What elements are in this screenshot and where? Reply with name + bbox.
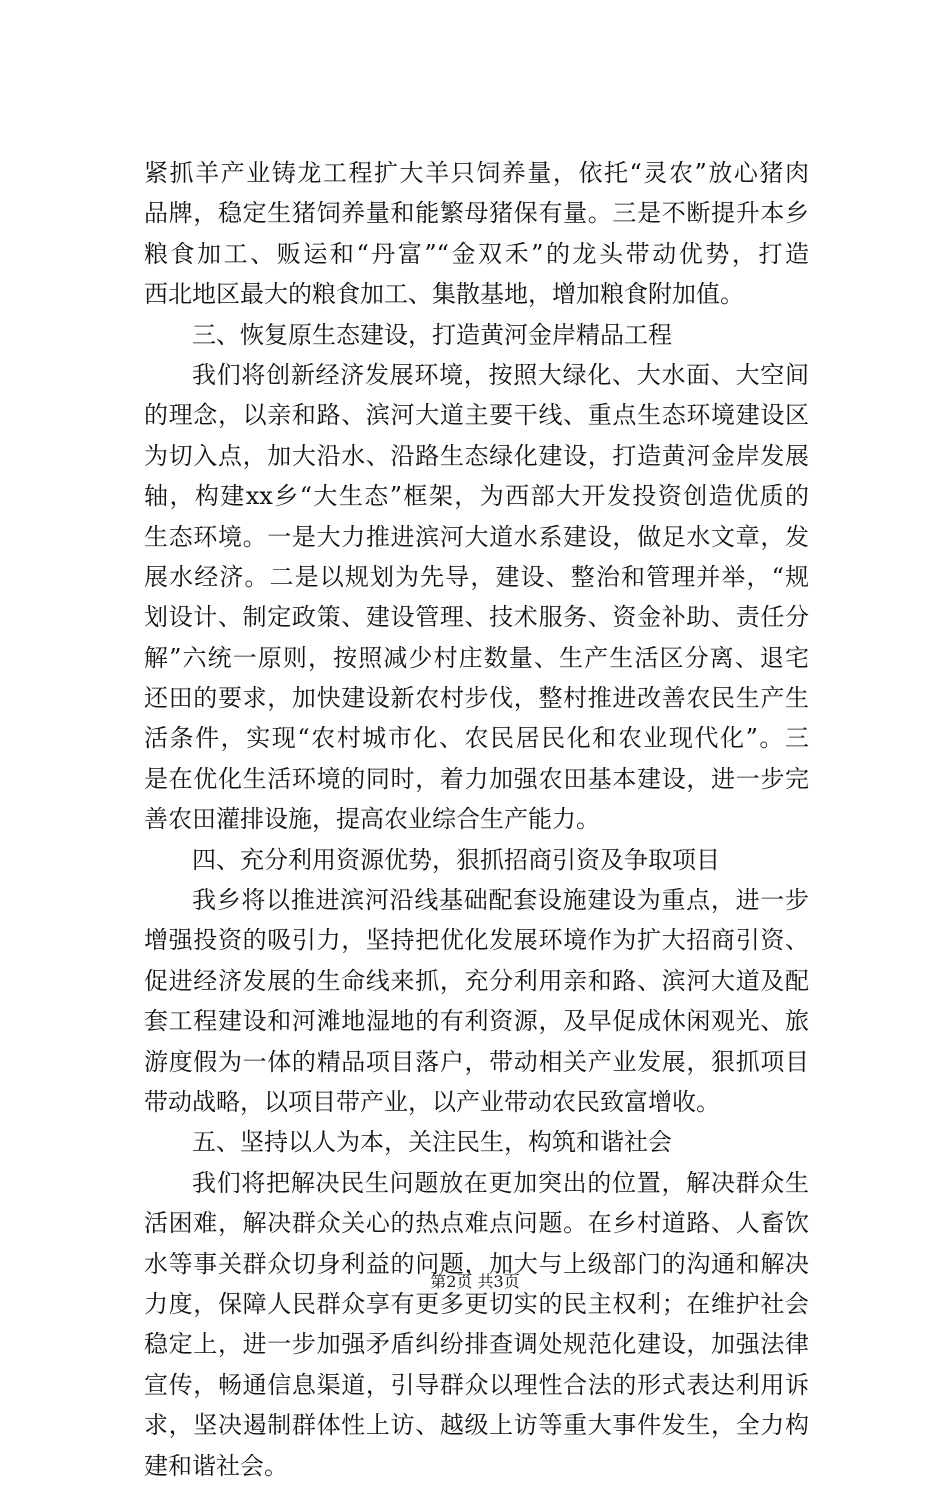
text-line: 套工程建设和河滩地湿地的有利资源，及早促成休闲观光、旅 [144,1007,809,1036]
text-line: 品牌，稳定生猪饲养量和能繁母猪保有量。三是不断提升本乡 [144,199,809,228]
text-line: 还田的要求，加快建设新农村步伐，整村推进改善农民生产生 [144,684,809,713]
text-line: 紧抓羊产业铸龙工程扩大羊只饲养量，依托“灵农”放心猪肉 [144,159,809,187]
text-line: 力度，保障人民群众享有更多更切实的民主权利；在维护社会 [144,1289,809,1318]
text-line: 西北地区最大的粮食加工、集散基地，增加粮食附加值。 [144,280,744,309]
text-line: 带动战略，以项目带产业，以产业带动农民致富增收。 [144,1087,720,1116]
text-line: 建和谐社会。 [144,1451,288,1480]
paragraph-start-line: 五、坚持以人为本，关注民生，构筑和谐社会 [192,1128,672,1157]
text-line: 善农田灌排设施，提高农业综合生产能力。 [144,805,600,834]
text-line: 游度假为一体的精品项目落户，带动相关产业发展，狠抓项目 [144,1047,809,1076]
text-line: 是在优化生活环境的同时，着力加强农田基本建设，进一步完 [144,764,809,793]
text-line: 活条件，实现“农村城市化、农民居民化和农业现代化”。三 [144,724,809,753]
text-line: 促进经济发展的生命线来抓，充分利用亲和路、滨河大道及配 [144,966,809,995]
text-line: 活困难，解决群众关心的热点难点问题。在乡村道路、人畜饮 [144,1209,809,1238]
text-line: 粮食加工、贩运和“丹富”“金双禾”的龙头带动优势，打造 [144,239,809,268]
paragraph-start-line: 我们将创新经济发展环境，按照大绿化、大水面、大空间 [192,360,809,389]
text-line: 轴，构建xx乡“大生态”框架，为西部大开发投资创造优质的 [144,482,809,511]
text-line: 水等事关群众切身利益的问题，加大与上级部门的沟通和解决 [144,1249,809,1278]
text-line: 划设计、制定政策、建设管理、技术服务、资金补助、责任分 [144,603,809,632]
text-line: 为切入点，加大沿水、沿路生态绿化建设，打造黄河金岸发展 [144,441,809,470]
text-line: 求，坚决遏制群体性上访、越级上访等重大事件发生，全力构 [144,1411,809,1440]
paragraph-start-line: 我们将把解决民生问题放在更加突出的位置，解决群众生 [192,1168,809,1197]
text-line: 的理念，以亲和路、滨河大道主要干线、重点生态环境建设区 [144,401,809,430]
paragraph-start-line: 三、恢复原生态建设，打造黄河金岸精品工程 [192,320,672,349]
text-line: 宣传，畅通信息渠道，引导群众以理性合法的形式表达利用诉 [144,1370,809,1399]
text-line: 解”六统一原则，按照减少村庄数量、生产生活区分离、退宅 [144,643,809,672]
paragraph-start-line: 我乡将以推进滨河沿线基础配套设施建设为重点，进一步 [192,886,809,915]
text-line: 生态环境。一是大力推进滨河大道水系建设，做足水文章，发 [144,522,809,551]
text-line: 稳定上，进一步加强矛盾纠纷排查调处规范化建设，加强法律 [144,1330,809,1359]
page-footer: 第2页 共3页 [430,1272,520,1291]
text-line: 增强投资的吸引力，坚持把优化发展环境作为扩大招商引资、 [144,926,809,955]
text-line: 展水经济。二是以规划为先导，建设、整治和管理并举，“规 [144,562,809,591]
paragraph-start-line: 四、充分利用资源优势，狠抓招商引资及争取项目 [192,845,720,874]
